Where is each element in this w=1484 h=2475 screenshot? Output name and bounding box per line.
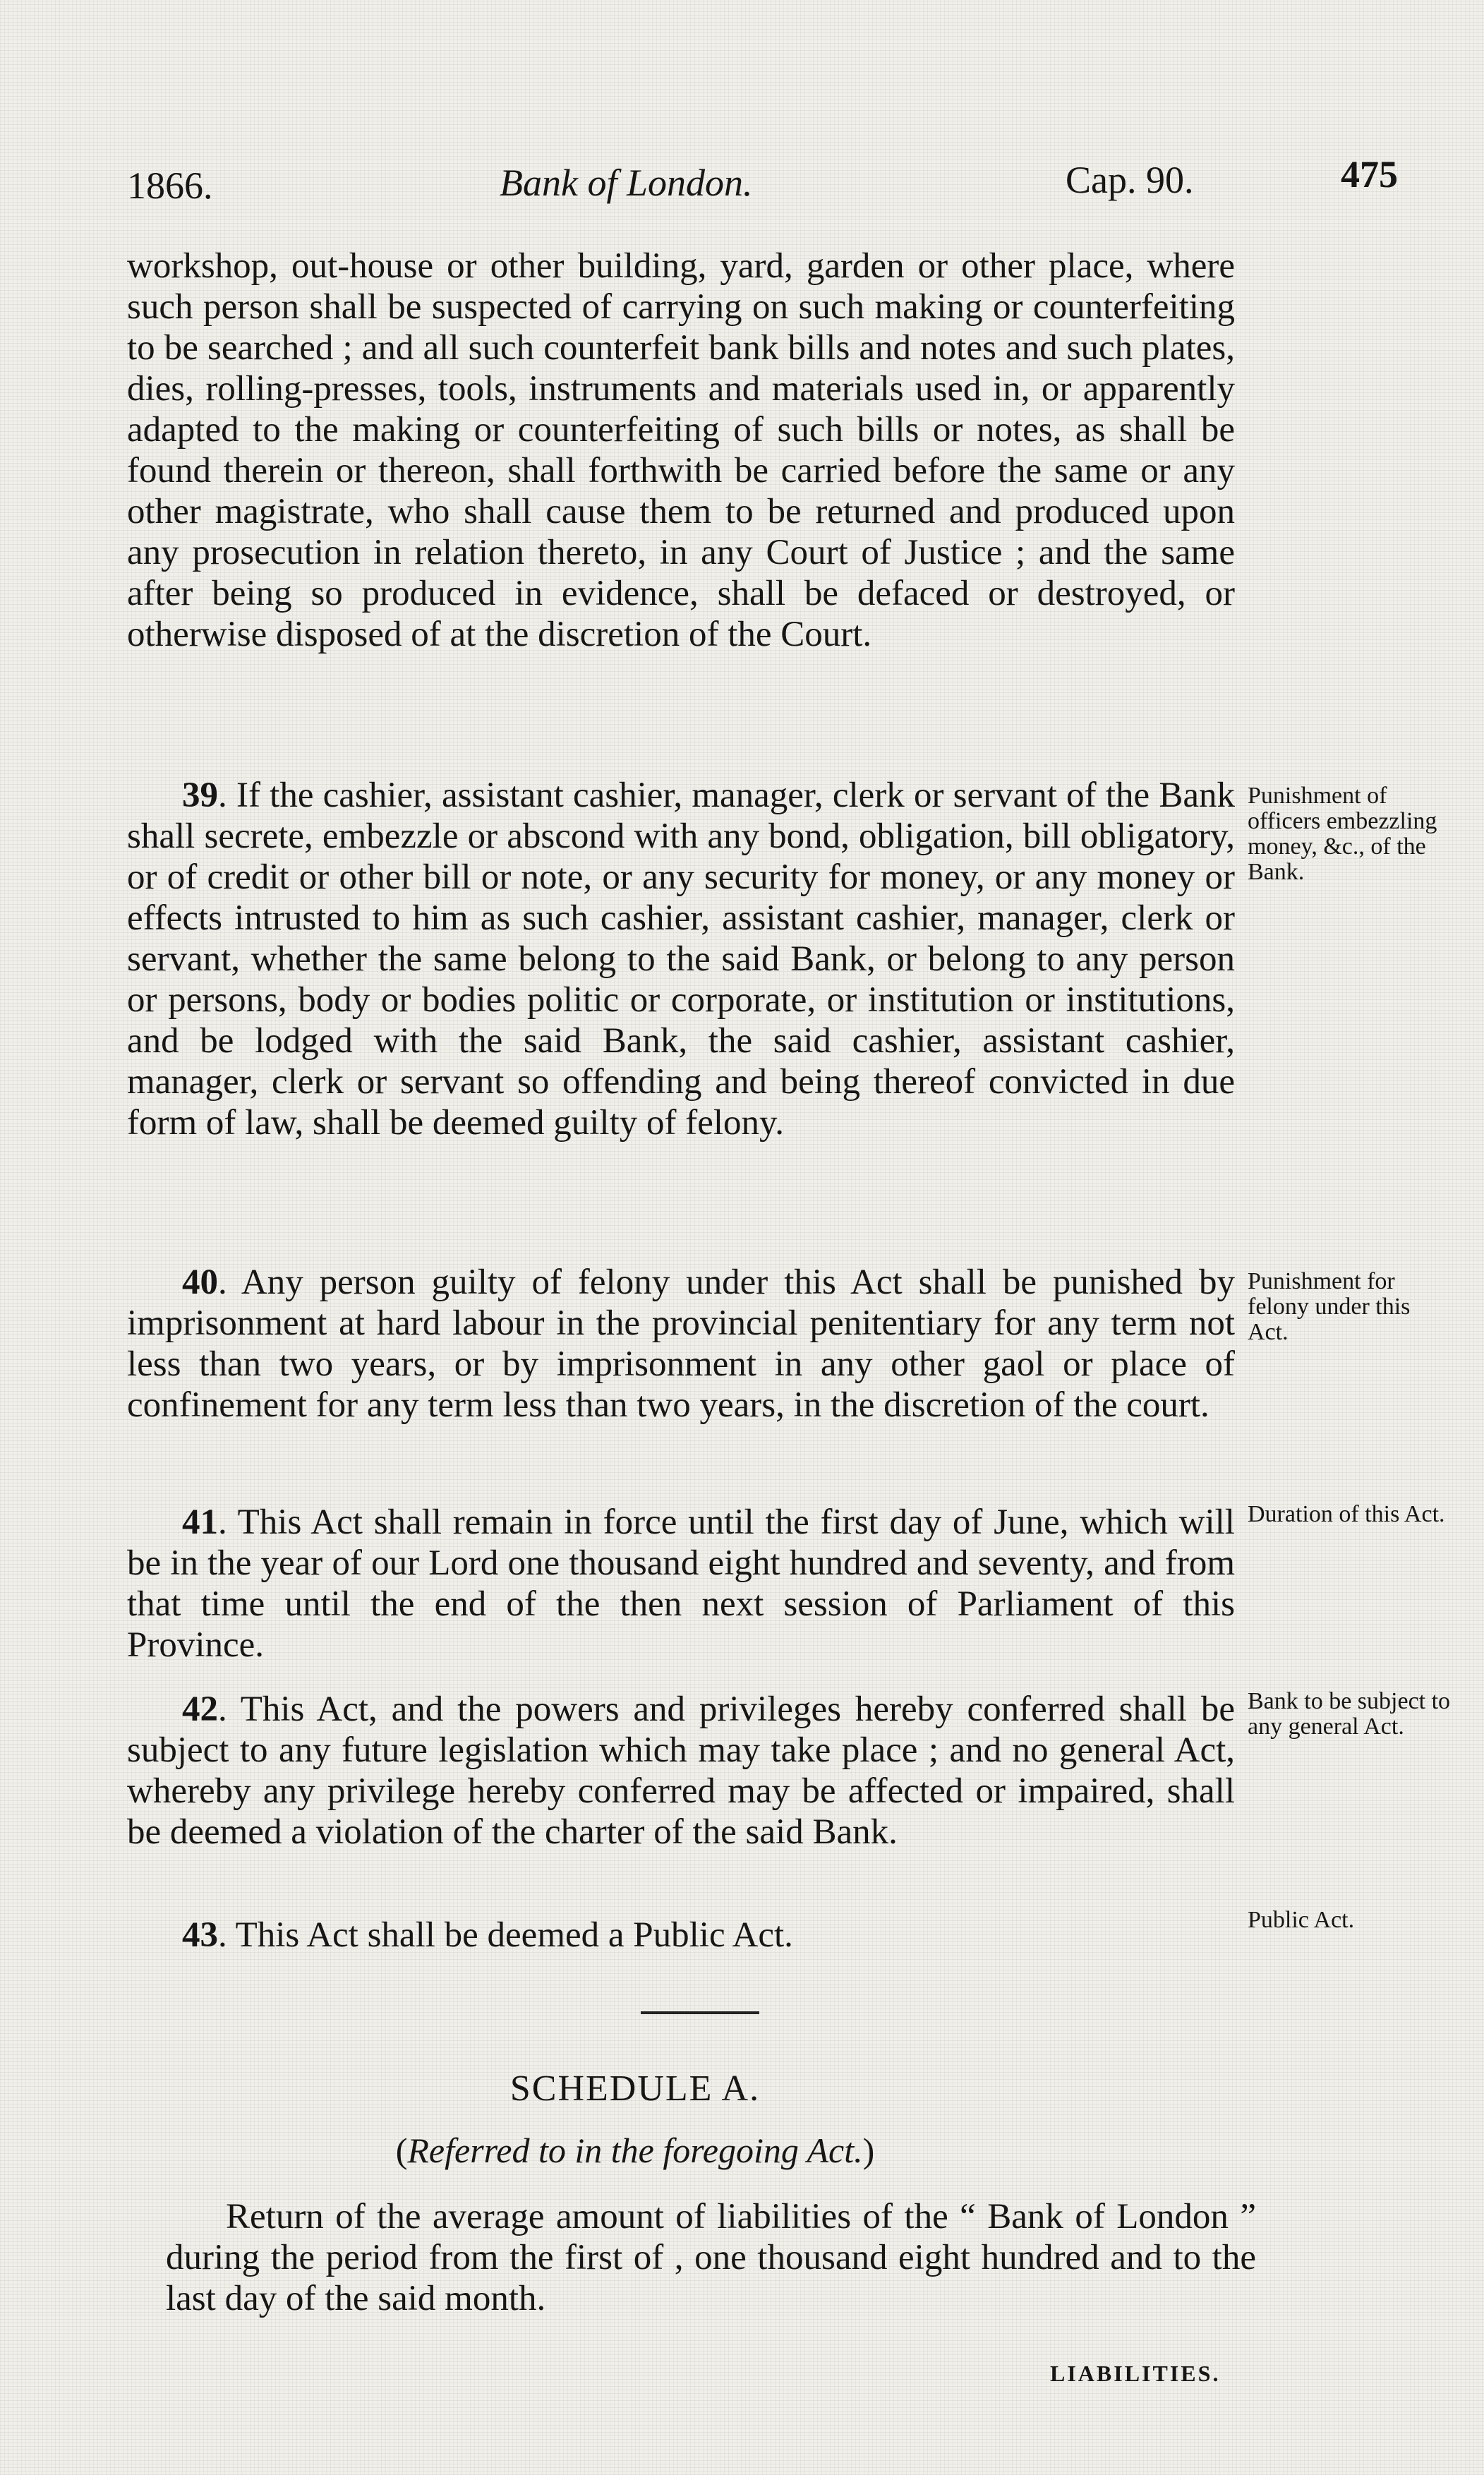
section-39: 39. If the cashier, assistant cashier, manager, clerk or servant of the Bank shall secrete, embezzle or abscond with any bond, obligation, bill obligatory, or of credit or other bill or note, or any security for money, or any money or effects intrusted to him as such cashier, assistant cashier, manager, clerk or servant, whether the same belong to the said Bank, or belong to any person or persons, body or bodies politic or corporate, or institution or institutions, and be lodged with the said Bank, the said cashier, assistant cashier, manager, clerk or servant so offending and being thereof convicted in due form of law, shall be deemed guilty of felony. [127, 776, 1235, 1143]
section-divider [641, 2011, 759, 2014]
section-number: 40 [182, 1263, 218, 1302]
page-number: 475 [1341, 153, 1398, 195]
section-number: 41 [182, 1503, 218, 1542]
section-text: If the cashier, assistant cashier, manager, clerk or servant of the Bank shall secrete, embezzle or abscond with any bond, obligation, bill obligatory, or of credit or other bill or note, or any security for money, or any money or effects intrusted to him as such cashier, assistant cashier, manager, clerk or servant, whether the same belong to the said Bank, or belong to any person or persons, body or bodies politic or corporate, or institution or institutions, and be lodged with the said Bank, the said cashier, assistant cashier, manager, clerk or servant so offending and being thereof convicted in due form of law, shall be deemed guilty of felony. [127, 776, 1235, 1143]
margin-note-43: Public Act. [1248, 1907, 1355, 1933]
section-text: This Act, and the powers and privileges hereby conferred shall be subject to any future legislation which may take place ; and no general Act, whereby any privilege hereby conferred may be affected or impaired, shall be deemed a violation of the charter of the said Bank. [127, 1690, 1235, 1852]
schedule-return-text [166, 2196, 1256, 2319]
margin-note-40: Punishment for felony under this Act. [1248, 1268, 1411, 1345]
section-text: This Act shall remain in force until the first day of June, which will be in the year of our Lord one thousand eight hundred and seventy, and from that time until the end of the then next session of Parliament of this Province. [127, 1503, 1235, 1665]
page-header [127, 153, 1432, 217]
section-42: 42. This Act, and the powers and privileges hereby conferred shall be subject to any future legislation which may take place ; and no general Act, whereby any privilege hereby conferred may be affected or impaired, shall be deemed a violation of the charter of the said Bank. [127, 1690, 1235, 1852]
liabilities-heading: LIABILITIES. [1050, 2361, 1221, 2386]
schedule-title: SCHEDULE A. [509, 2068, 761, 2109]
section-40: 40. Any person guilty of felony under this Act shall be punished by imprisonment at hard labour in the provincial penitentiary for any term not less than two years, or by imprisonment in any other gaol or place of confinement for any term less than two years, in the discretion of the court. [127, 1263, 1235, 1425]
margin-note-41: Duration of this Act. [1248, 1501, 1445, 1527]
header-year: 1866. [127, 164, 213, 207]
margin-note-42: Bank to be subject to any general Act. [1248, 1688, 1451, 1740]
section-number: 39 [182, 776, 218, 815]
section-number: 42 [182, 1690, 218, 1729]
schedule-subtitle-text: Referred to in the foregoing Act. [407, 2131, 863, 2170]
section-43: 43. This Act shall be deemed a Public Act. [182, 1915, 793, 1955]
section-text: Any person guilty of felony under this Act shall be punished by imprisonment at hard labour in the provincial penitentiary for any term not less than two years, or by imprisonment in any other gaol or place of confinement for any term less than two years, in the discretion of the court. [127, 1263, 1235, 1425]
return-paragraph: Return of the average amount of liabilities of the “ Bank of London ” during the period from the first of , one thousand eight hundred and to the last day of the said month. [166, 2197, 1256, 2318]
header-chapter: Cap. 90. [1066, 159, 1194, 201]
margin-note-39: Punishment of officers embezzling money, &c., of the Bank. [1248, 783, 1437, 885]
schedule-subtitle: (Referred to in the foregoing Act.) [395, 2131, 875, 2170]
section-41: 41. This Act shall remain in force until the first day of June, which will be in the year of our Lord one thousand eight hundred and seventy, and from that time until the end of the then next session of Parliament of this Province. [127, 1503, 1235, 1665]
continuation-paragraph: workshop, out-house or other building, yard, garden or other place, where such person shall be suspected of carrying on such making or counterfeiting to be searched ; and all such counterfeit bank bills and notes and such plates, dies, rolling-presses, tools, instruments and materials used in, or apparently adapted to the making or counterfeiting of such bills or notes, as shall be found therein or thereon, shall forthwith be carried before the same or any other magistrate, who shall cause them to be returned and produced upon any prosecution in relation thereto, in any Court of Justice ; and the same after being so produced in evidence, shall be defaced or destroyed, or otherwise disposed of at the discretion of the Court. [127, 246, 1235, 654]
section-text: This Act shall be deemed a Public Act. [235, 1915, 793, 1955]
section-number: 43 [182, 1915, 218, 1955]
header-title: Bank of London. [500, 162, 753, 204]
